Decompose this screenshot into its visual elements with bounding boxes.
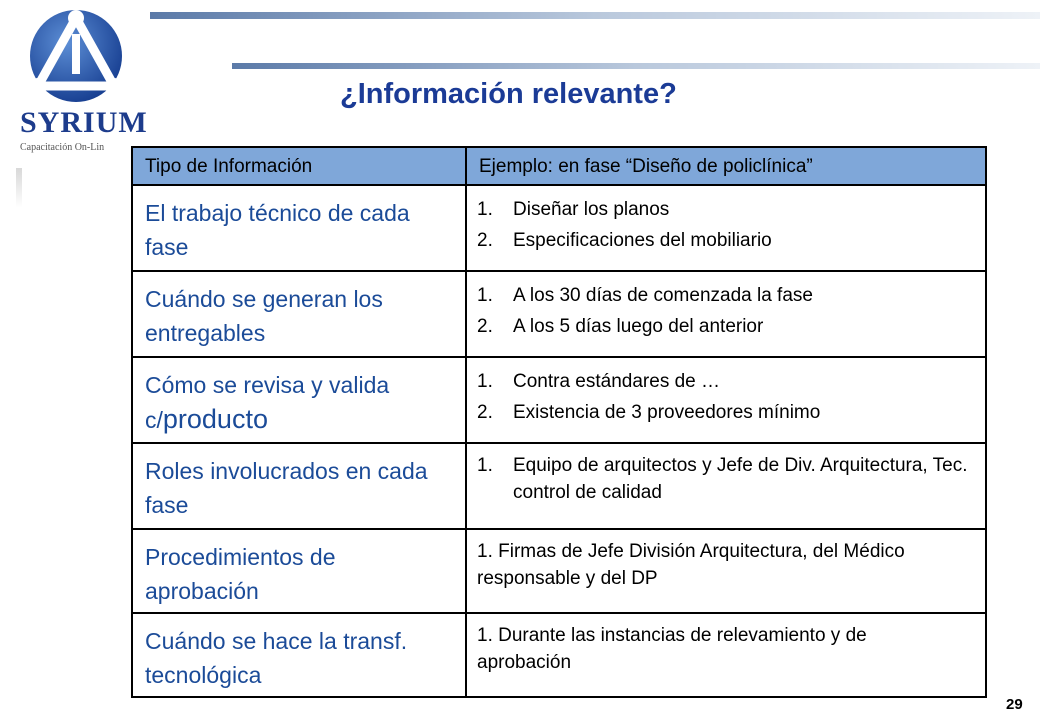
row-type: Roles involucrados en cada fase [132,443,466,529]
list-item: 1. A los 30 días de comenzada la fase [477,285,813,306]
row-example [466,443,986,529]
list-item: 2. Especificaciones del mobiliario [477,230,772,251]
table-row [132,185,986,271]
header-rule-bottom [232,63,1040,69]
header-ejemplo: Ejemplo: en fase “Diseño de policlínica” [466,147,986,185]
brand-name: SYRIUM [20,106,148,139]
row-example-text: 1. Firmas de Jefe División Arquitectura, del Médico responsable y del DP [477,541,905,589]
list-item: 1. Contra estándares de … [477,371,721,392]
row-type: El trabajo técnico de cada fase [132,185,466,271]
brand-tagline: Capacitación On-Lin [20,142,105,153]
row-example-text: 1. Durante las instancias de relevamiento y de aprobación [477,625,867,673]
decorative-bar [16,168,22,208]
list-item: 1. Diseñar los planos [477,199,670,220]
header-tipo: Tipo de Información [132,147,466,185]
table-row [132,357,986,443]
list-item: 2. Existencia de 3 proveedores mínimo [477,402,821,423]
row-type: Cuándo se hace la transf. tecnológica [132,613,466,697]
logo-globe-icon [6,4,156,164]
row-example [466,613,986,697]
table-header-row [132,147,986,185]
information-table [131,146,987,698]
row-type: Cómo se revisa y valida c/producto [132,357,466,443]
table-row [132,613,986,697]
row-example [466,271,986,357]
header-rule-top [150,12,1040,19]
table-row [132,443,986,529]
row-example [466,529,986,613]
page-number: 29 [1006,696,1023,713]
row-example [466,185,986,271]
page-title: ¿Información relevante? [340,78,677,110]
table-row [132,529,986,613]
list-item: 2. A los 5 días luego del anterior [477,316,764,337]
list-item: 1. Equipo de arquitectos y Jefe de Div. Arquitectura, Tec. control de calidad [477,455,968,503]
table-row [132,271,986,357]
row-type: Cuándo se generan los entregables [132,271,466,357]
row-example [466,357,986,443]
row-type: Procedimientos de aprobación [132,529,466,613]
